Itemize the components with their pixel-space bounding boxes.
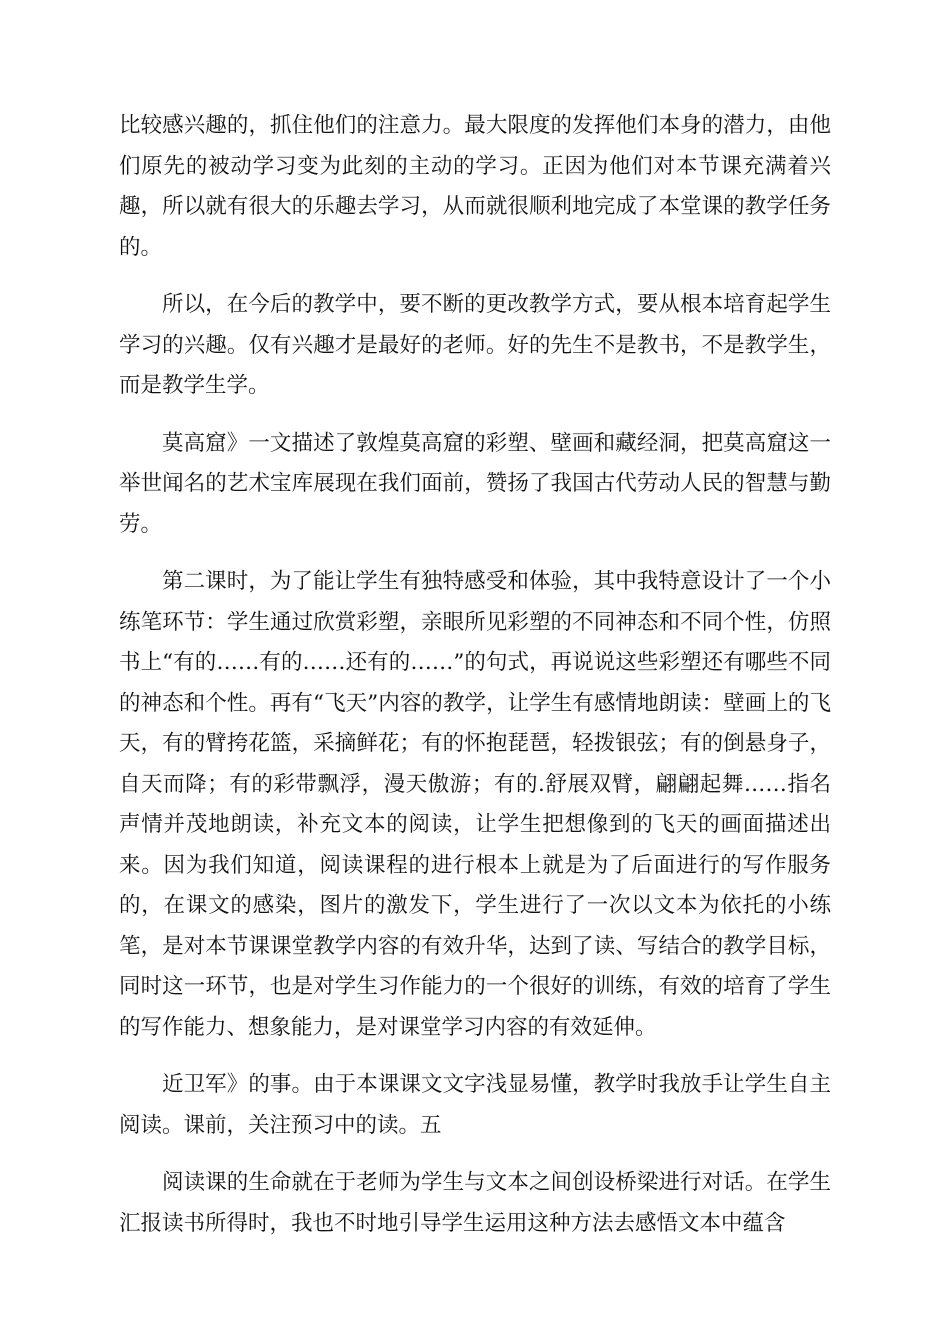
paragraph-4: 第二课时，为了能让学生有独特感受和体验，其中我特意设计了一个小练笔环节：学生通过欣赏彩塑，亲眼所见彩塑的不同神态和不同个性，仿照书上“有的……有的……还有的……”的句式，再说说这些彩塑还有哪些不同的神态和个性。再有“飞天”内容的教学，让学生有感情地朗读：壁画上的飞天，有的臂挎花篮，采摘鲜花；有的怀抱琵琶，轻拨银弦；有的倒悬身子，自天而降；有的彩带飘浮，漫天傲游；有的.舒展双臂，翩翩起舞……指名声情并茂地朗读，补充文本的阅读，让学生把想像到的飞天的画面描述出来。因为我们知道，阅读课程的进行根本上就是为了后面进行的写作服务的，在课文的感染，图片的激发下，学生进行了一次以文本为依托的小练笔，是对本节课课堂教学内容的有效升华，达到了读、写结合的教学目标，同时这一环节，也是对学生习作能力的一个很好的训练，有效的培育了学生的写作能力、想象能力，是对课堂学习内容的有效延伸。 <box>119 569 831 1040</box>
paragraph-3: 莫高窟》一文描述了敦煌莫高窟的彩塑、壁画和藏经洞，把莫高窟这一举世闻名的艺术宝库展现在我们面前，赞扬了我国古代劳动人民的智慧与勤劳。 <box>119 430 831 537</box>
paragraph-1: 比较感兴趣的，抓住他们的注意力。最大限度的发挥他们本身的潜力，由他们原先的被动学习变为此刻的主动的学习。正因为他们对本节课充满着兴趣，所以就有很大的乐趣去学习，从而就很顺利地完成了本堂课的教学任务的。 <box>119 113 831 260</box>
document-page <box>119 106 831 1261</box>
paragraph-6: 阅读课的生命就在于老师为学生与文本之间创设桥梁进行对话。在学生汇报读书所得时，我也不时地引导学生运用这种方法去感悟文本中蕴含 <box>119 1170 831 1236</box>
paragraph-2: 所以，在今后的教学中，要不断的更改教学方式，要从根本培育起学生学习的兴趣。仅有兴趣才是最好的老师。好的先生不是教书，不是教学生，而是教学生学。 <box>119 292 831 398</box>
paragraph-5: 近卫军》的事。由于本课课文文字浅显易懂，教学时我放手让学生自主阅读。课前，关注预习中的读。五 <box>119 1072 831 1138</box>
